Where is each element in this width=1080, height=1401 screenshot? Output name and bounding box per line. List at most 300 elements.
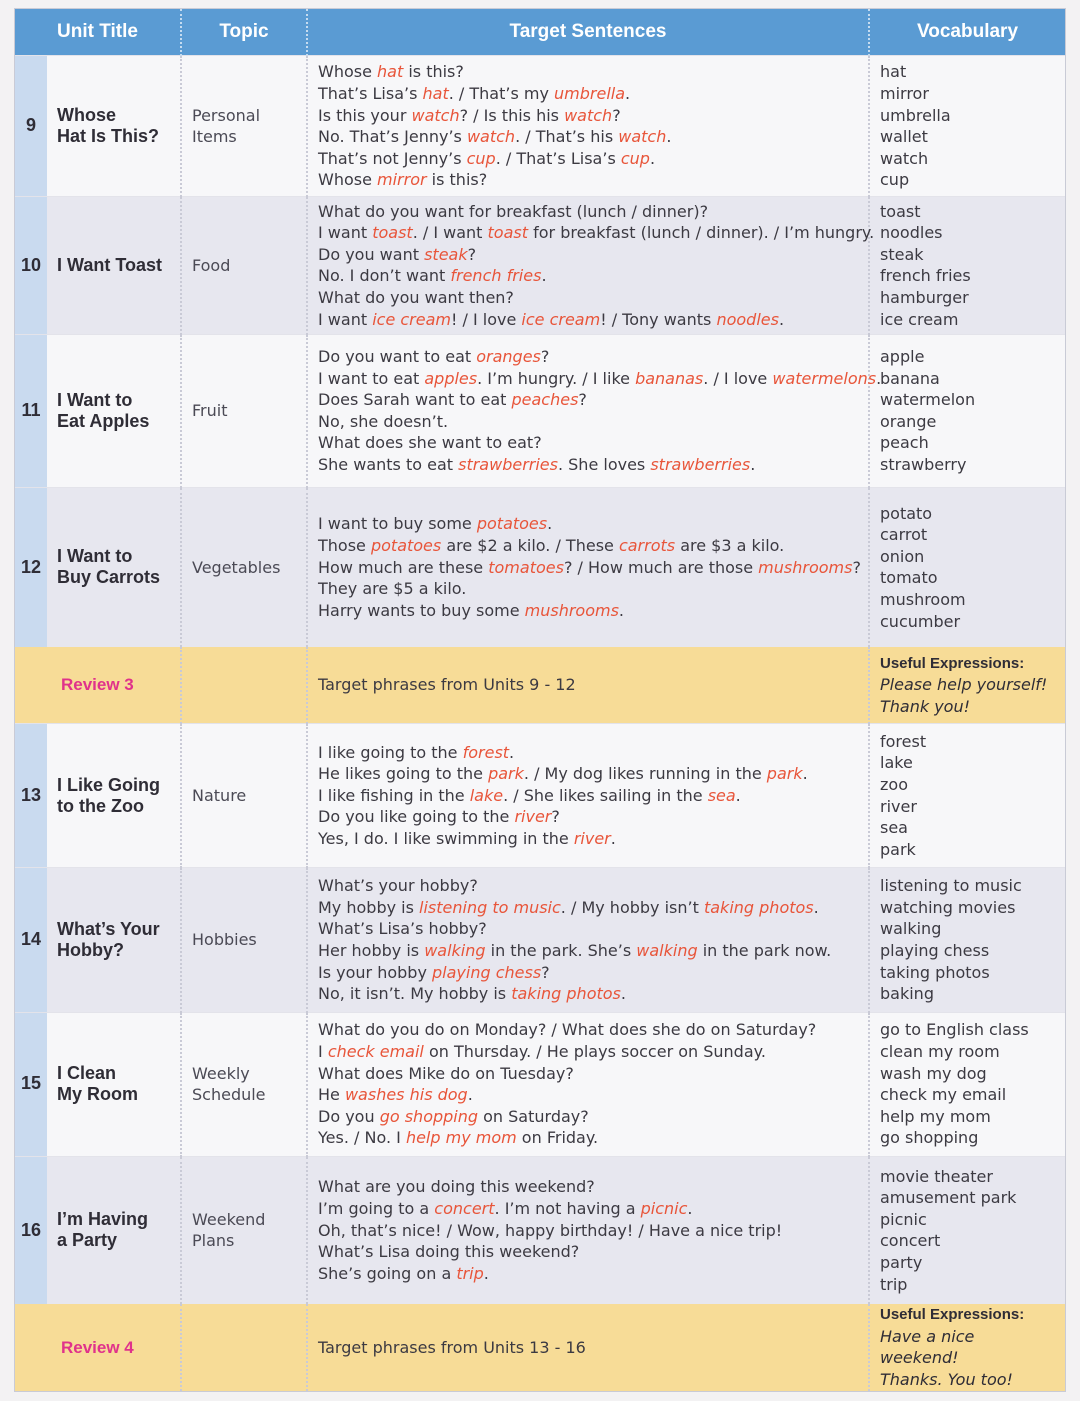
unit-title-line: Hat Is This? (57, 126, 160, 147)
topic-line: Schedule (192, 1085, 266, 1105)
sentence-text: in the park now. (697, 940, 832, 960)
vocabulary-list (869, 1012, 1065, 1156)
vocabulary-item: mushroom (880, 589, 966, 609)
sentence-text: ? (540, 346, 550, 366)
vocabulary-list (869, 724, 1065, 868)
sentence-line (318, 962, 860, 984)
sentence-text: . (625, 83, 631, 103)
vocabulary-item: walking (880, 919, 942, 939)
target-word: cup (620, 148, 650, 168)
unit-topic (181, 1012, 307, 1156)
sentence-line (318, 578, 860, 600)
sentence-line (318, 411, 860, 433)
sentence-text: Oh, that’s nice! / Wow, happy birthday! / Have a nice trip! (318, 1220, 783, 1240)
vocabulary-item: french fries (880, 266, 971, 286)
target-word: trip (456, 1263, 484, 1283)
sentence-line (318, 1198, 860, 1220)
unit-title-line: Eat Apples (57, 410, 150, 431)
sentence-text: Do you want to eat (318, 346, 477, 366)
header-vocabulary: Vocabulary (869, 9, 1065, 56)
target-word: carrots (618, 535, 676, 555)
vocabulary-item: cucumber (880, 611, 961, 631)
sentence-line (318, 61, 860, 83)
sentence-text: She wants to eat (318, 454, 459, 474)
target-word: washes his dog (344, 1085, 468, 1105)
sentence-text: . (483, 1263, 489, 1283)
sentence-text: No, she doesn’t. (318, 411, 449, 431)
sentence-text: What’s Lisa doing this weekend? (318, 1242, 580, 1262)
unit-row (15, 868, 1065, 1012)
sentence-text: ? (612, 105, 621, 125)
vocabulary-item: baking (880, 984, 934, 1004)
sentence-line (318, 600, 860, 622)
sentence-line (318, 148, 860, 170)
review-title: Review 3 (15, 647, 181, 724)
useful-expressions (869, 1304, 1065, 1391)
target-word: hat (377, 62, 404, 82)
sentence-text: ! / I love (450, 309, 522, 329)
sentence-line (318, 918, 860, 940)
sentence-text: I’m going to a (318, 1198, 435, 1218)
sentence-line (318, 828, 860, 850)
vocabulary-item: noodles (880, 223, 943, 243)
vocabulary-list (869, 868, 1065, 1012)
sentence-line (318, 897, 860, 919)
target-sentences (307, 724, 869, 868)
vocabulary-item: go to English class (880, 1020, 1029, 1040)
sentence-text: . I’m hungry. / I like (477, 368, 636, 388)
target-word: watch (564, 105, 613, 125)
sentence-line (318, 83, 860, 105)
sentence-text: is this? (403, 62, 464, 82)
sentence-text: ? / How much are those (563, 557, 759, 577)
sentence-line (318, 1127, 860, 1149)
unit-title-line: Hobby? (57, 939, 124, 960)
target-word: sea (707, 785, 736, 805)
unit-title (47, 1012, 181, 1156)
vocabulary-list (869, 1156, 1065, 1303)
sentence-line (318, 1263, 860, 1285)
sentence-text: in the park. She’s (485, 940, 637, 960)
unit-row (15, 1012, 1065, 1156)
vocabulary-item: peach (880, 433, 929, 453)
vocabulary-item: sea (880, 818, 908, 838)
target-word: steak (424, 244, 468, 264)
target-word: peaches (511, 390, 579, 410)
sentence-text: She’s going on a (318, 1263, 457, 1283)
topic-line: Items (192, 127, 237, 147)
sentence-line (318, 368, 882, 390)
review-target: Target phrases from Units 13 - 16 (307, 1304, 869, 1391)
sentence-text: I want to buy some (318, 514, 477, 534)
unit-row (15, 334, 1065, 487)
sentence-text: My hobby is (318, 897, 420, 917)
unit-number: 14 (15, 868, 47, 1012)
vocabulary-item: ice cream (880, 309, 959, 329)
topic-line: Fruit (192, 400, 228, 420)
unit-topic (181, 1156, 307, 1303)
sentence-text: ? (852, 557, 861, 577)
sentence-text: I want (318, 309, 373, 329)
topic-line: Weekend (192, 1209, 266, 1229)
vocabulary-item: toast (880, 201, 921, 221)
sentence-text: ? (541, 962, 550, 982)
sentence-line (318, 287, 860, 309)
vocabulary-item: movie theater (880, 1166, 993, 1186)
sentence-line (318, 105, 860, 127)
sentence-text: Yes, I do. I like swimming in the (318, 829, 574, 849)
vocabulary-item: wash my dog (880, 1063, 987, 1083)
target-sentences (307, 1156, 869, 1303)
sentence-text: . / I want (412, 223, 488, 243)
sentence-text: I like fishing in the (318, 785, 470, 805)
vocabulary-item: hat (880, 62, 907, 82)
sentence-text: . / I love (703, 368, 773, 388)
topic-line: Nature (192, 785, 247, 805)
unit-title (47, 1156, 181, 1303)
vocabulary-item: watching movies (880, 897, 1016, 917)
sentence-line (318, 535, 860, 557)
sentence-line (318, 454, 860, 476)
unit-topic (181, 724, 307, 868)
target-sentences (307, 56, 869, 197)
topic-line: Weekly (192, 1063, 250, 1083)
unit-row (15, 724, 1065, 868)
sentence-text: . (649, 148, 656, 168)
sentence-line (318, 126, 860, 148)
sentence-line (318, 763, 860, 785)
target-word: river (514, 807, 552, 827)
target-word: ice cream (372, 309, 451, 329)
target-word: listening to music (419, 897, 561, 917)
sentence-text: on Thursday. / He plays soccer on Sunday. (423, 1042, 766, 1062)
useful-expressions-label: Useful Expressions: (880, 1306, 1025, 1324)
sentence-line (318, 169, 860, 191)
curriculum-page (14, 8, 1066, 1392)
sentence-text: What’s Lisa’s hobby? (318, 919, 487, 939)
target-word: watermelons (772, 368, 877, 388)
sentence-text: Do you want (318, 244, 425, 264)
sentence-text: Yes. / No. I (318, 1128, 406, 1148)
sentence-text: on Friday. (516, 1128, 599, 1148)
sentence-text: for breakfast (lunch / dinner). / I’m hungry. (528, 223, 875, 243)
unit-title (47, 197, 181, 334)
vocabulary-item: orange (880, 411, 937, 431)
target-word: taking photos (703, 897, 814, 917)
sentence-text: . She loves (557, 454, 651, 474)
target-word: watch (411, 105, 460, 125)
review-row (15, 647, 1065, 724)
sentence-text: That’s Lisa’s (318, 83, 423, 103)
sentence-text: ? (578, 390, 587, 410)
unit-number: 15 (15, 1012, 47, 1156)
vocabulary-item: strawberry (880, 454, 967, 474)
target-word: help my mom (405, 1128, 517, 1148)
sentence-text: What do you want for breakfast (lunch / dinner)? (318, 201, 709, 221)
sentence-text: He likes going to the (318, 764, 489, 784)
vocabulary-item: forest (880, 731, 927, 751)
target-word: check email (327, 1042, 424, 1062)
sentence-text: No. I don’t want (318, 266, 451, 286)
unit-number: 11 (15, 334, 47, 487)
sentence-text: How much are these (318, 557, 489, 577)
vocabulary-list (869, 334, 1065, 487)
sentence-line (318, 1241, 860, 1263)
sentence-line (318, 1084, 860, 1106)
unit-topic (181, 56, 307, 197)
unit-title (47, 334, 181, 487)
sentence-line (318, 983, 860, 1005)
unit-row (15, 1156, 1065, 1303)
sentence-text: Her hobby is (318, 940, 425, 960)
target-word: bananas (635, 368, 704, 388)
sentence-text: ? (551, 807, 560, 827)
target-word: umbrella (554, 83, 626, 103)
useful-expression: Please help yourself! (880, 675, 1048, 695)
sentence-text: are $2 a kilo. / These (441, 535, 619, 555)
sentence-text: are $3 a kilo. (675, 535, 785, 555)
sentence-text: Whose (318, 170, 378, 190)
unit-title (47, 56, 181, 197)
sentence-line (318, 222, 875, 244)
vocabulary-item: carrot (880, 525, 928, 545)
sentence-text: I want to eat (318, 368, 425, 388)
sentence-line (318, 1220, 860, 1242)
vocabulary-item: park (880, 839, 916, 859)
sentence-text: . (509, 742, 515, 762)
unit-title-line: to the Zoo (57, 795, 144, 816)
unit-title-line: I Want to (57, 546, 133, 567)
sentence-line (318, 346, 860, 368)
scope-and-sequence-table (15, 9, 1065, 1391)
review-topic-empty (181, 1304, 307, 1391)
vocabulary-item: lake (880, 753, 913, 773)
sentence-text: . (750, 454, 756, 474)
sentence-line (318, 1063, 860, 1085)
vocabulary-item: river (880, 796, 917, 816)
sentence-text: I want (318, 223, 373, 243)
target-sentences (307, 334, 882, 487)
sentence-text: . / That’s Lisa’s (495, 148, 621, 168)
unit-number: 13 (15, 724, 47, 868)
unit-title-line: I’m Having (57, 1209, 149, 1230)
vocabulary-item: apple (880, 346, 925, 366)
useful-expression: Have a nice weekend! (880, 1326, 975, 1368)
unit-topic (181, 197, 307, 334)
topic-line: Food (192, 255, 231, 275)
unit-title-line: I Like Going (57, 774, 161, 795)
vocabulary-item: zoo (880, 775, 908, 795)
sentence-line (318, 1019, 860, 1041)
vocabulary-item: watermelon (880, 390, 976, 410)
sentence-text: What does she want to eat? (318, 433, 542, 453)
sentence-text: ? (467, 244, 477, 264)
sentence-line (318, 432, 860, 454)
vocabulary-item: clean my room (880, 1042, 1000, 1062)
sentence-text: . (541, 266, 547, 286)
target-sentences (307, 487, 869, 646)
sentence-text: He (318, 1085, 345, 1105)
vocabulary-item: playing chess (880, 940, 990, 960)
sentence-text: ? / Is this his (459, 105, 565, 125)
target-word: picnic (640, 1198, 688, 1218)
sentence-line (318, 875, 860, 897)
sentence-text: . (876, 368, 882, 388)
review-row (15, 1304, 1065, 1391)
sentence-line (318, 785, 860, 807)
vocabulary-item: trip (880, 1274, 908, 1294)
vocabulary-item: tomato (880, 568, 938, 588)
vocabulary-list (869, 56, 1065, 197)
target-word: tomatoes (488, 557, 564, 577)
unit-title (47, 487, 181, 646)
vocabulary-item: watch (880, 148, 929, 168)
sentence-text: . / She likes sailing in the (503, 785, 708, 805)
unit-title (47, 724, 181, 868)
target-word: walking (636, 940, 698, 960)
target-word: noodles (716, 309, 779, 329)
review-topic-empty (181, 647, 307, 724)
sentence-text: I like going to the (318, 742, 463, 762)
sentence-text: They are $5 a kilo. (318, 579, 467, 599)
target-word: oranges (476, 346, 541, 366)
unit-title-line: Whose (57, 105, 117, 126)
sentence-text: What’s your hobby? (318, 876, 478, 896)
unit-row (15, 197, 1065, 334)
target-word: french fries (450, 266, 542, 286)
vocabulary-item: cup (880, 170, 910, 190)
unit-number: 16 (15, 1156, 47, 1303)
unit-title-line: I Want to (57, 389, 133, 410)
sentence-line (318, 1106, 860, 1128)
sentence-text: is this? (426, 170, 488, 190)
vocabulary-item: umbrella (880, 105, 951, 125)
vocabulary-item: go shopping (880, 1128, 979, 1148)
table-body (15, 56, 1065, 1392)
sentence-text: What do you want then? (318, 287, 514, 307)
vocabulary-item: banana (880, 368, 940, 388)
target-word: forest (462, 742, 510, 762)
sentence-text: . (778, 309, 785, 329)
useful-expression: Thank you! (880, 696, 971, 716)
sentence-text: . I’m not having a (494, 1198, 641, 1218)
unit-topic (181, 487, 307, 646)
target-word: strawberries (650, 454, 751, 474)
sentence-text: . / That’s my (448, 83, 555, 103)
target-word: park (488, 764, 524, 784)
review-target: Target phrases from Units 9 - 12 (307, 647, 869, 724)
sentence-line (318, 513, 860, 535)
sentence-text: . / That’s his (515, 127, 619, 147)
sentence-text: Is this your (318, 105, 412, 125)
target-word: taking photos (511, 984, 621, 1004)
sentence-line (318, 244, 860, 266)
sentence-text: . (802, 764, 808, 784)
sentence-text: on Saturday? (478, 1106, 589, 1126)
vocabulary-item: party (880, 1252, 923, 1272)
unit-number: 12 (15, 487, 47, 646)
sentence-text: No. That’s Jenny’s (318, 127, 467, 147)
vocabulary-item: picnic (880, 1209, 927, 1229)
target-word: mushrooms (524, 600, 619, 620)
useful-expressions-label: Useful Expressions: (880, 654, 1025, 672)
sentence-text: Do you (318, 1106, 380, 1126)
unit-topic (181, 868, 307, 1012)
unit-row (15, 487, 1065, 646)
topic-line: Hobbies (192, 930, 257, 950)
vocabulary-item: taking photos (880, 962, 990, 982)
topic-line: Plans (192, 1231, 235, 1251)
sentence-text: . (620, 984, 626, 1004)
target-word: toast (487, 223, 529, 243)
target-word: toast (372, 223, 413, 243)
target-word: playing chess (432, 962, 542, 982)
sentence-text: Harry wants to buy some (318, 600, 525, 620)
header-target-sentences: Target Sentences (307, 9, 869, 56)
unit-number: 9 (15, 56, 47, 197)
target-sentences (307, 868, 869, 1012)
sentence-line (318, 309, 860, 331)
vocabulary-item: hamburger (880, 287, 969, 307)
sentence-text: . / My dog likes running in the (523, 764, 767, 784)
sentence-line (318, 557, 860, 579)
useful-expressions (869, 647, 1065, 724)
target-word: cup (466, 148, 496, 168)
sentence-text: What are you doing this weekend? (318, 1177, 595, 1197)
sentence-text: . / My hobby isn’t (560, 897, 704, 917)
sentence-line (318, 201, 860, 223)
sentence-text: . (618, 600, 625, 620)
target-word: concert (434, 1198, 495, 1218)
vocabulary-item: listening to music (880, 876, 1022, 896)
unit-row (15, 56, 1065, 197)
sentence-line (318, 1176, 860, 1198)
topic-line: Vegetables (192, 557, 281, 577)
sentence-line (318, 742, 860, 764)
useful-expression: Thanks. You too! (880, 1369, 1013, 1389)
target-word: go shopping (379, 1106, 479, 1126)
unit-title-line: My Room (57, 1084, 138, 1105)
vocabulary-item: potato (880, 503, 933, 523)
sentence-text: Does Sarah want to eat (318, 390, 512, 410)
sentence-text: ! / Tony wants (600, 309, 717, 329)
vocabulary-item: help my mom (880, 1106, 991, 1126)
sentence-text: Do you like going to the (318, 807, 515, 827)
vocabulary-item: onion (880, 546, 925, 566)
topic-line: Personal (192, 105, 261, 125)
target-word: ice cream (521, 309, 601, 329)
header-row (15, 9, 1065, 56)
vocabulary-item: concert (880, 1231, 941, 1251)
vocabulary-item: check my email (880, 1085, 1007, 1105)
target-word: watch (618, 127, 667, 147)
unit-title-line: I Clean (57, 1063, 117, 1084)
header-unit-title: Unit Title (15, 9, 181, 56)
target-sentences (307, 197, 875, 334)
vocabulary-list (869, 197, 1065, 334)
target-word: river (573, 829, 611, 849)
target-sentences (307, 1012, 869, 1156)
sentence-text: That’s not Jenny’s (318, 148, 467, 168)
review-title: Review 4 (15, 1304, 181, 1391)
target-word: strawberries (458, 454, 558, 474)
sentence-text: . (687, 1198, 693, 1218)
target-word: potatoes (476, 514, 548, 534)
sentence-text: Those (318, 535, 371, 555)
sentence-line (318, 940, 860, 962)
unit-title (47, 868, 181, 1012)
target-word: lake (469, 785, 504, 805)
